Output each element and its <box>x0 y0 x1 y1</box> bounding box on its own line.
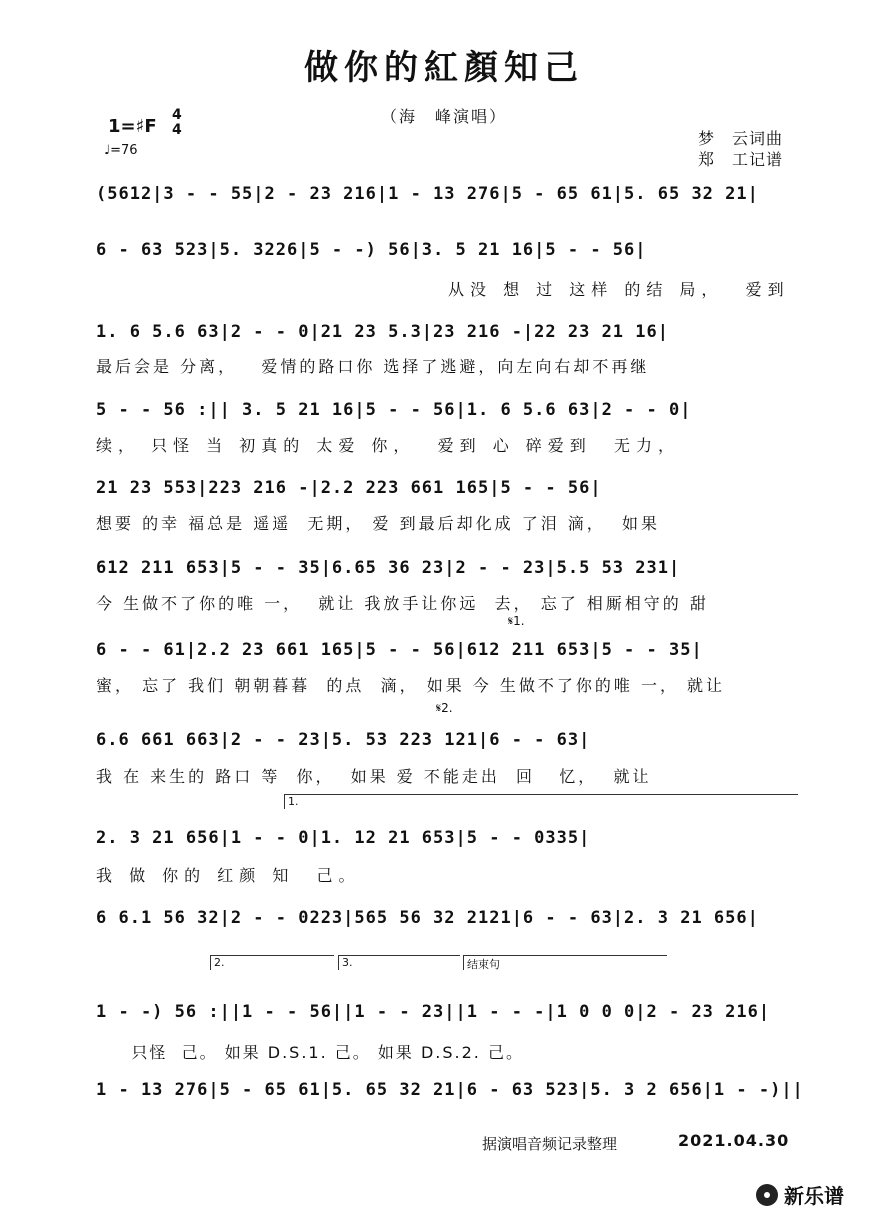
volta-ending: 结束句 <box>463 955 667 970</box>
score-row-10-notes: 6 6.1 56 32|2 - - 0223|565 56 32 2121|6 - - 63|2. 3 21 656| <box>96 908 759 928</box>
key-signature: 1=♯F <box>108 116 157 137</box>
lyricist-credit: 梦 云词曲 <box>698 129 784 148</box>
disc-icon <box>756 1184 778 1206</box>
score-row-3-lyrics: 最后会是 分离， 爱情的路口你 选择了逃避，向左向右却不再继 <box>96 357 650 376</box>
score-row-2-notes: 6 - 63 523|5. 3226|5 - -) 56|3. 5 21 16|5 - - 56| <box>96 240 647 260</box>
logo-text: 新乐谱 <box>784 1184 844 1208</box>
score-row-5-lyrics: 想要 的幸 福总是 遥遥 无期， 爱 到最后却化成 了泪 滴， 如果 <box>96 514 660 533</box>
score-row-11-notes: 1 - -) 56 :||1 - - 56||1 - - 23||1 - - -|1 0 0 0|2 - 23 216| <box>96 1002 771 1022</box>
score-row-6-notes: 612 211 653|5 - - 35|6.65 36 23|2 - - 23|5.5 53 231| <box>96 558 681 578</box>
score-row-3-notes: 1. 6 5.6 63|2 - - 0|21 23 5.3|23 216 -|22 23 21 16| <box>96 322 669 342</box>
score-row-9-notes: 2. 3 21 656|1 - - 0|1. 12 21 653|5 - - 0335| <box>96 828 591 848</box>
score-row-7-notes: 6 - - 61|2.2 23 661 165|5 - - 56|612 211 653|5 - - 35| <box>96 640 703 660</box>
source-note: 据演唱音频记录整理 <box>482 1135 618 1153</box>
score-row-6-lyrics: 今 生做不了你的唯 一， 就让 我放手让你远 去， 忘了 相厮相守的 甜 <box>96 594 709 613</box>
volta-1: 1. <box>284 794 798 809</box>
segno-1: 𝄋1. <box>508 614 525 628</box>
score-row-1-notes: (5612|3 - - 55|2 - 23 216|1 - 13 276|5 - 65 61|5. 65 32 21| <box>96 184 759 204</box>
volta-2: 2. <box>210 955 334 970</box>
page-title: 做你的紅顏知己 <box>304 48 584 88</box>
score-row-12-notes: 1 - 13 276|5 - 65 61|5. 65 32 21|6 - 63 523|5. 3 2 656|1 - -)|| <box>96 1080 804 1100</box>
meter-top: 4 <box>172 107 182 123</box>
arranger-credit: 郑 工记谱 <box>698 150 784 169</box>
site-logo <box>756 1180 844 1209</box>
tempo-mark: ♩=76 <box>104 143 138 158</box>
time-signature <box>172 108 182 138</box>
score-row-4-lyrics: 续， 只怪 当 初真的 太爱 你， 爱到 心 碎爱到 无力， <box>96 436 680 455</box>
meter-bottom: 4 <box>172 122 182 138</box>
segno-2: 𝄋2. <box>436 701 453 715</box>
volta-3: 3. <box>338 955 460 970</box>
performer-subtitle: （海 峰演唱） <box>380 107 507 126</box>
score-row-7-lyrics: 蜜， 忘了 我们 朝朝暮暮 的点 滴， 如果 今 生做不了你的唯 一， 就让 <box>96 676 726 695</box>
score-row-2-lyrics: 从没 想 过 这样 的结 局， 爱到 <box>448 280 790 299</box>
score-row-8-lyrics: 我 在 来生的 路口 等 你， 如果 爱 不能走出 回 忆， 就让 <box>96 767 652 786</box>
transcription-date: 2021.04.30 <box>678 1131 790 1150</box>
score-row-8-notes: 6.6 661 663|2 - - 23|5. 53 223 121|6 - - 63| <box>96 730 591 750</box>
score-row-11-lyrics: 只怪 己。 如果 D.S.1. 己。 如果 D.S.2. 己。 <box>96 1043 524 1062</box>
score-row-9-lyrics: 我 做 你的 红颜 知 己。 <box>96 866 361 885</box>
score-row-5-notes: 21 23 553|223 216 -|2.2 223 661 165|5 - - 56| <box>96 478 602 498</box>
score-row-4-notes: 5 - - 56 :|| 3. 5 21 16|5 - - 56|1. 6 5.6 63|2 - - 0| <box>96 400 692 420</box>
